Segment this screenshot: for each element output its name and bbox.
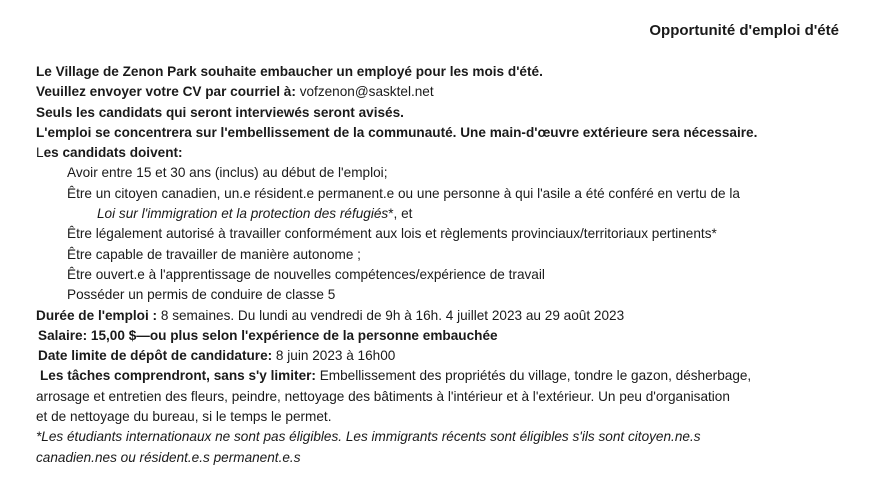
cv-email[interactable]: vofzenon@sasktel.net — [299, 84, 434, 100]
tasks-text-3: et de nettoyage du bureau, si le temps le permet. — [36, 409, 332, 425]
intro-line: Le Village de Zenon Park souhaite embaucher un employé pour les mois d'été. — [36, 64, 543, 79]
candidates-heading-rest: es candidats doivent: — [43, 145, 183, 161]
tasks-line — [36, 366, 866, 386]
duration-line — [36, 306, 866, 326]
deadline-value: 8 juin 2023 à 16h00 — [272, 348, 396, 364]
duration-value: 8 semaines. Du lundi au vendredi de 9h à 16h. 4 juillet 2023 au 29 août 2023 — [157, 307, 625, 323]
tasks-text-1: Embellissement des propriétés du village, tondre le gazon, désherbage, — [315, 368, 752, 384]
tasks-text-2: arrosage et entretien des fleurs, peindre, nettoyage des bâtiments à l'intérieur et à l'extérieur. Un peu d'organisation — [36, 388, 730, 404]
requirement-license: Posséder un permis de conduire de classe 5 — [67, 287, 336, 303]
requirement-legal: Être légalement autorisé à travailler conformément aux lois et règlements provinciaux/territoriaux pertinents* — [67, 226, 717, 242]
requirement-age: Avoir entre 15 et 30 ans (inclus) au début de l'emploi; — [67, 165, 388, 181]
deadline-line — [36, 346, 866, 366]
salary-line: Salaire: 15,00 $—ou plus selon l'expérience de la personne embauchée — [38, 327, 498, 343]
candidates-heading — [36, 143, 866, 163]
interview-notice: Seuls les candidats qui seront interviewés seront avisés. — [36, 104, 404, 120]
deadline-label: Date limite de dépôt de candidature: — [38, 348, 273, 364]
job-focus: L'emploi se concentrera sur l'embellissement de la communauté. Une main-d'œuvre extérieure sera nécessaire. — [36, 124, 758, 140]
posting-body — [36, 62, 866, 468]
law-name: Loi sur l'immigration et la protection des réfugiés — [97, 206, 389, 222]
requirement-status: Être un citoyen canadien, un.e résident.e permanent.e ou une personne à qui l'asile a été conféré en vertu de la — [67, 185, 740, 201]
candidates-heading-initial: L — [36, 145, 44, 161]
requirement-status-tail: *, et — [388, 206, 413, 222]
cv-instruction — [36, 82, 866, 102]
page-title: Opportunité d'emploi d'été — [649, 22, 839, 39]
requirement-status-cont — [36, 204, 866, 224]
tasks-label: Les tâches comprendront, sans s'y limiter: — [40, 368, 316, 384]
footnote-line-2: canadien.nes ou résident.e.s permanent.e.s — [36, 449, 301, 465]
cv-label: Veuillez envoyer votre CV par courriel à: — [36, 84, 296, 100]
duration-label: Durée de l'emploi : — [36, 307, 158, 323]
requirement-autonomy: Être capable de travailler de manière autonome ; — [67, 246, 361, 262]
footnote-line-1: *Les étudiants internationaux ne sont pas éligibles. Les immigrants récents sont éligibles s'ils sont citoyen.ne.s — [36, 429, 701, 445]
requirement-learning: Être ouvert.e à l'apprentissage de nouvelles compétences/expérience de travail — [67, 266, 545, 282]
